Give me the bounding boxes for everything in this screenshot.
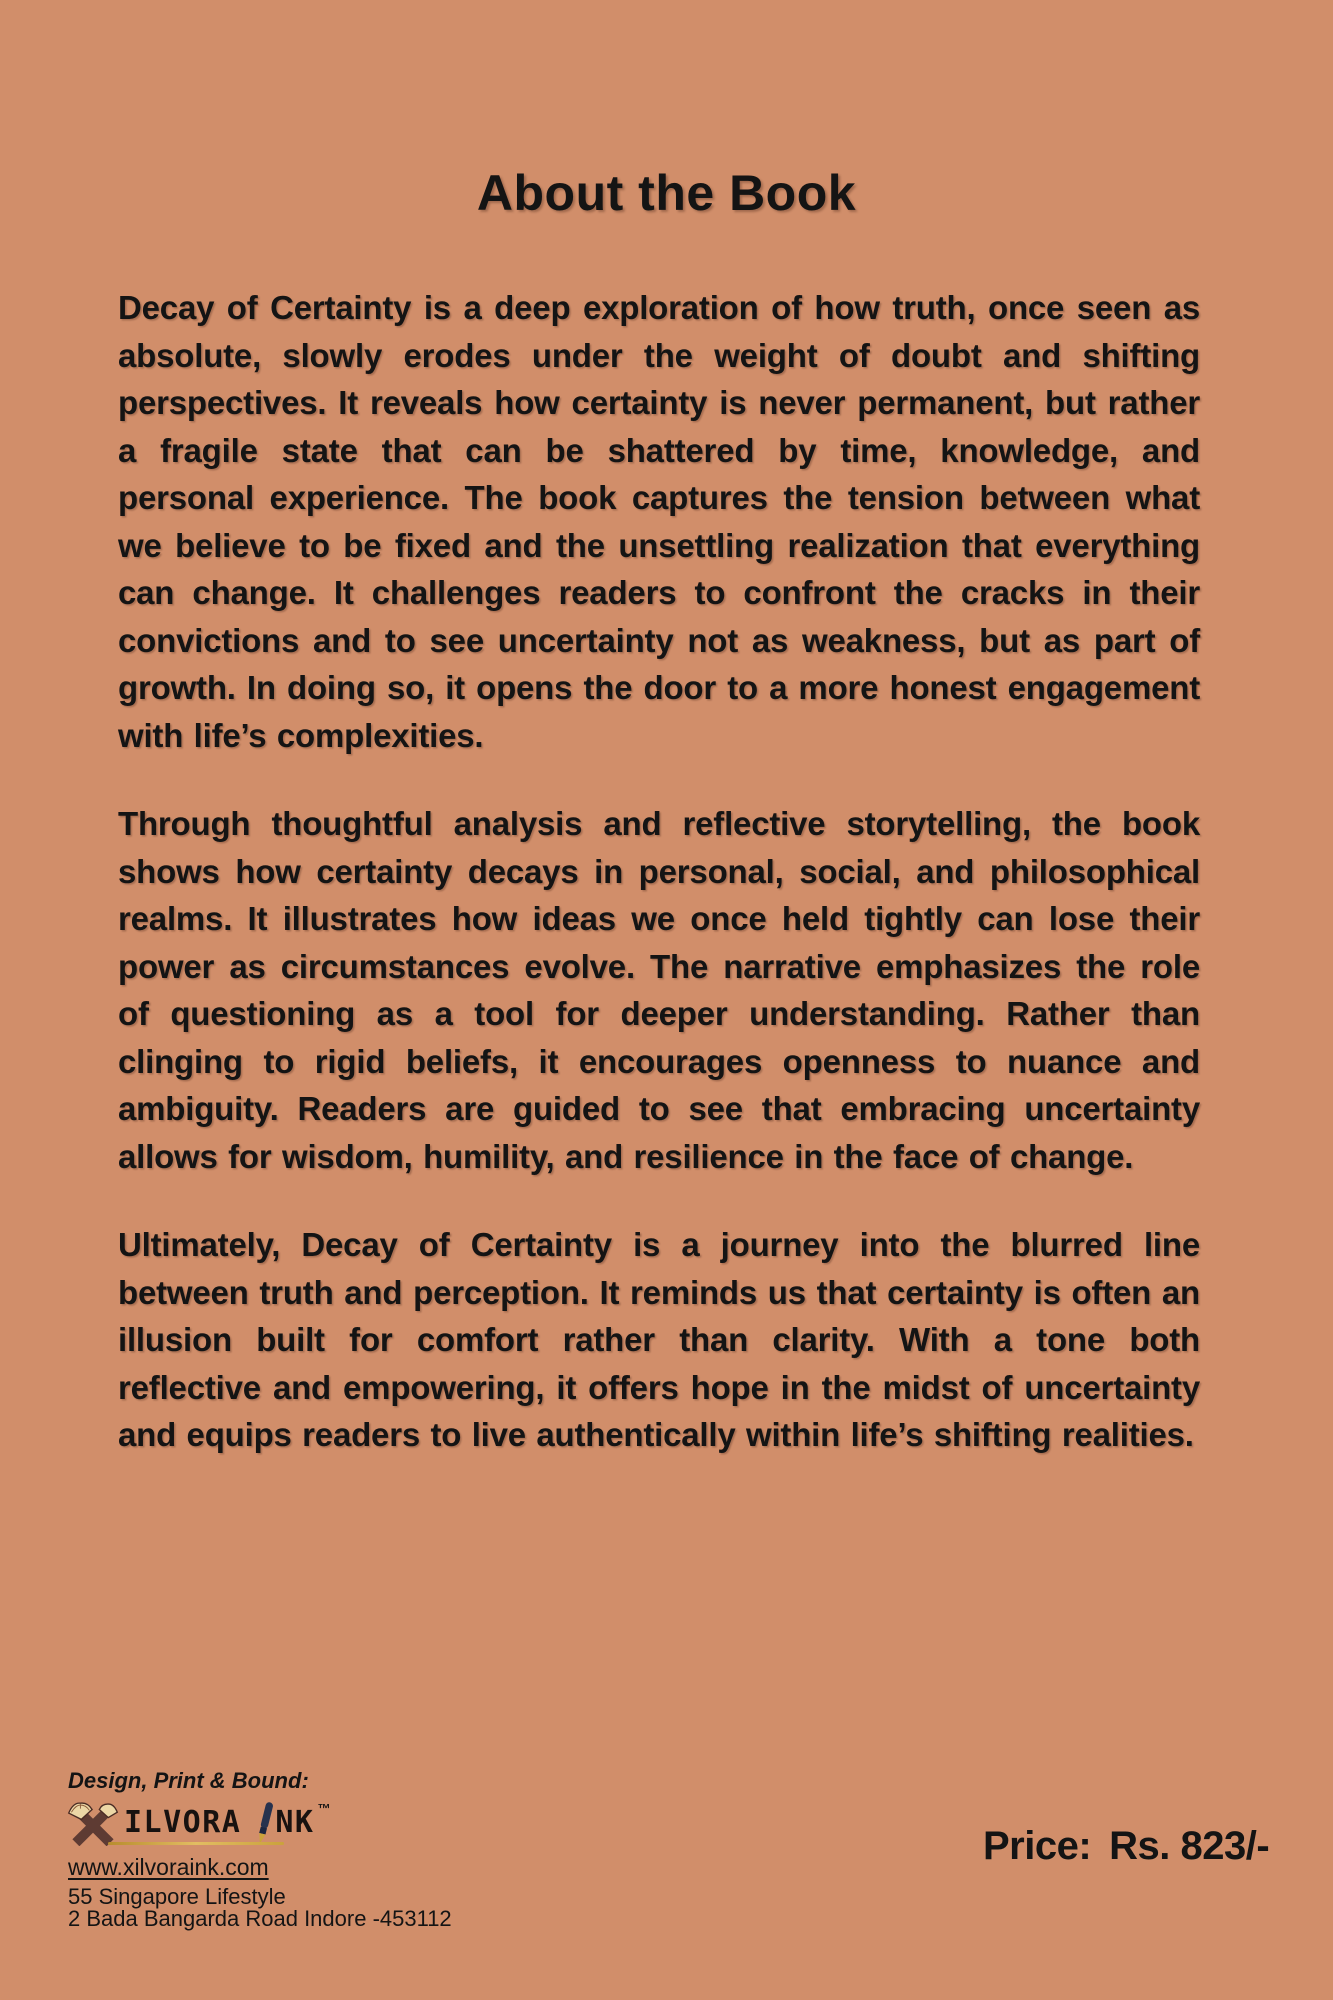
crossed-open-books-icon bbox=[66, 1800, 120, 1846]
publisher-website: www.xilvoraink.com bbox=[68, 1854, 269, 1880]
about-paragraph-2: Through thoughtful analysis and reflective storytelling, the book shows how certainty decays in personal, social, and philosophical realms. It illustrates how ideas we once held tightly can lose their power as circumstances evolve. The narrative emphasizes the role of questioning as a tool for deeper understanding. Rather than clinging to rigid beliefs, it encourages openness to nuance and ambiguity. Readers are guided to see that embracing uncertainty allows for wisdom, humility, and resilience in the face of change. bbox=[118, 805, 1200, 1175]
publisher-address-line-1: 55 Singapore Lifestyle bbox=[68, 1884, 286, 1909]
design-print-bound-label: Design, Print & Bound: bbox=[68, 1768, 309, 1793]
about-paragraph-3: Ultimately, Decay of Certainty is a journey into the blurred line between truth and perception. It reminds us that certainty is often an illusion built for comfort rather than clarity. With a tone both reflective and empowering, it offers hope in the midst of uncertainty and equips readers to live authentically within life’s shifting realities. bbox=[118, 1226, 1200, 1453]
page-title: About the Book bbox=[476, 164, 857, 221]
logo-gold-underline bbox=[108, 1842, 284, 1845]
brand-name-suffix: NK bbox=[275, 1804, 315, 1840]
price-value: Rs. 823/- bbox=[1109, 1824, 1270, 1868]
about-text bbox=[118, 284, 1200, 1500]
trademark-symbol: ™ bbox=[317, 1801, 331, 1816]
price bbox=[983, 1824, 1269, 1869]
publisher-address-line-2: 2 Bada Bangarda Road Indore -453112 bbox=[68, 1906, 452, 1931]
brand-name-prefix: ILVORA bbox=[124, 1804, 242, 1840]
fountain-pen-icon bbox=[249, 1799, 273, 1846]
about-paragraph-1: Decay of Certainty is a deep exploration of how truth, once seen as absolute, slowly erodes under the weight of doubt and shifting perspectives. It reveals how certainty is never permanent, but rather a fragile state that can be shattered by time, knowledge, and personal experience. The book captures the tension between what we believe to be fixed and the unsettling realization that everything can change. It challenges readers to confront the cracks in their convictions and to see uncertainty not as weakness, but as part of growth. In doing so, it opens the door to a more honest engagement with life’s complexities. bbox=[118, 289, 1200, 754]
publisher-logo bbox=[66, 1799, 526, 1846]
publisher-block bbox=[66, 1768, 526, 1930]
price-label: Price: bbox=[983, 1824, 1092, 1868]
